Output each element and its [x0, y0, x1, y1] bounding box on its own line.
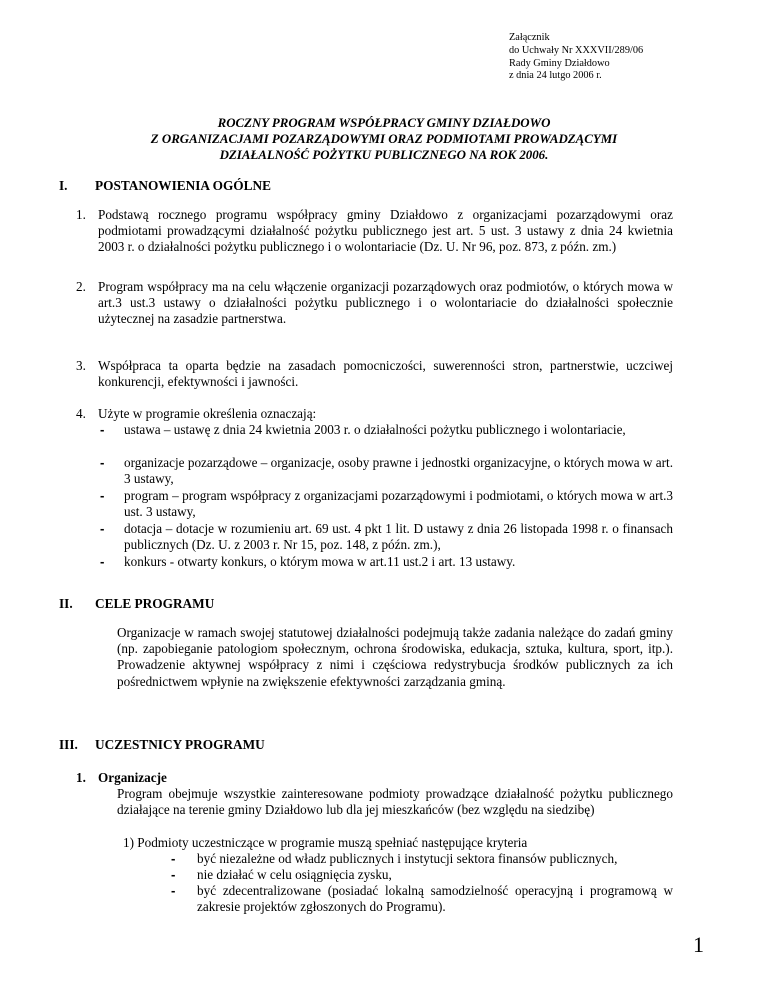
dash-bullet: -: [100, 488, 105, 503]
definition-item: [100, 422, 673, 438]
attachment-label: Załącznik: [509, 32, 550, 43]
organizations-text: Program obejmuje wszystkie zainteresowane podmioty prowadzące działalność pożytku publicznego działające na terenie gminy Działdowo lub dla jej mieszkańców (bez względu na siedzibę): [117, 786, 673, 818]
title-line-3: DZIAŁALNOŚĆ POŻYTKU PUBLICZNEGO NA ROK 2006.: [219, 148, 549, 163]
section-number: I.: [59, 178, 68, 193]
definition-text: dotacja – dotacje w rozumieniu art. 69 ust. 4 pkt 1 lit. D ustawy z dnia 26 listopada 1998 r. o finansach publicznych (Dz. U. z 2003 r. Nr 15, poz. 148, z późn. zm.),: [124, 521, 673, 553]
dash-bullet: -: [100, 521, 105, 536]
resolution-number: do Uchwały Nr XXXVII/289/06: [509, 44, 644, 56]
section-3-heading: [59, 737, 265, 753]
document-title: [60, 115, 708, 164]
section-number: III.: [59, 737, 78, 752]
section-number: II.: [59, 596, 73, 611]
dash-bullet: -: [100, 554, 105, 569]
dash-bullet: -: [171, 851, 176, 866]
section-title: CELE PROGRAMU: [95, 596, 215, 611]
item-text: Współpraca ta oparta będzie na zasadach pomocniczości, suwerenności stron, partnerstwie, uczciwej konkurencji, efektywności i jawności.: [98, 358, 673, 390]
section-title: POSTANOWIENIA OGÓLNE: [95, 178, 271, 193]
dash-bullet: -: [171, 883, 176, 898]
list-item: [76, 406, 673, 422]
definition-text: organizacje pozarządowe – organizacje, osoby prawne i jednostki organizacyjne, o których mowa w art. 3 ustawy,: [124, 455, 673, 487]
item-number: 1.: [76, 770, 86, 785]
criteria-intro: 1) Podmioty uczestniczące w programie muszą spełniać następujące kryteria: [123, 835, 528, 850]
dash-bullet: -: [100, 422, 105, 437]
definition-item: [100, 554, 673, 570]
organizations-heading: [76, 770, 167, 786]
page-number: 1: [693, 932, 704, 957]
item-text: Podstawą rocznego programu współpracy gminy Działdowo z organizacjami pozarządowymi oraz podmiotami prowadzącymi działalność pożytku publicznego jest art. 5 ust. 3 ustawy z dnia 24 kwietnia 2003 r. o działalności pożytku publicznego i o wolontariacie (Dz. U. Nr 96, poz. 873, z późn. zm.): [98, 207, 673, 255]
item-text: Użyte w programie określenia oznaczają:: [98, 406, 317, 421]
list-item: [76, 207, 673, 256]
section-2-heading: [59, 596, 214, 612]
definition-item: [100, 521, 673, 553]
item-number: 3.: [76, 358, 86, 373]
item-number: 2.: [76, 279, 86, 294]
item-text: Program współpracy ma na celu włączenie organizacji pozarządowych oraz podmiotów, o których mowa w art.3 ust.3 ustawy o działalności pożytku publicznego i o wolontariacie do działalności społecznie użytecznej na zasadzie partnerstwa.: [98, 279, 673, 327]
criteria-item: [171, 883, 673, 915]
subsection-title: Organizacje: [98, 770, 167, 785]
criteria-text: nie działać w celu osiągnięcia zysku,: [197, 867, 392, 882]
item-number: 4.: [76, 406, 86, 421]
definition-text: program – program współpracy z organizacjami pozarządowymi i podmiotami, o których mowa w art.3 ust. 3 ustawy,: [124, 488, 673, 520]
attachment-note: [509, 32, 643, 83]
title-line-1: ROCZNY PROGRAM WSPÓŁPRACY GMINY DZIAŁDOWO: [217, 116, 551, 130]
list-item: [76, 279, 673, 328]
council-name: Rady Gminy Działdowo: [509, 57, 610, 69]
criteria-item: [171, 851, 673, 867]
definition-item: [100, 488, 673, 520]
definition-text: konkurs - otwarty konkurs, o którym mowa w art.11 ust.2 i art. 13 ustawy.: [124, 554, 516, 569]
definition-text: ustawa – ustawę z dnia 24 kwietnia 2003 r. o działalności pożytku publicznego i wolontariacie,: [124, 422, 626, 437]
dash-bullet: -: [171, 867, 176, 882]
item-number: 1.: [76, 207, 86, 222]
criteria-text: być zdecentralizowane (posiadać lokalną samodzielność operacyjną i programową w zakresie projektów zgłoszonych do Programu).: [197, 883, 673, 915]
section-2-text: Organizacje w ramach swojej statutowej działalności podejmują także zadania należące do zadań gminy (np. zapobieganie patologiom społecznym, ochrona środowiska, edukacja, sztuka, kultura, sport, itp.). Prowadzenie aktywnej współpracy z nimi i częściowa redystrybucja środków publicznych za ich pośrednictwem wpłynie na zwiększenie efektywności zarządzania gminą.: [117, 625, 673, 689]
criteria-item: [171, 867, 673, 883]
section-1-heading: [59, 178, 271, 194]
dash-bullet: -: [100, 455, 105, 470]
criteria-text: być niezależne od władz publicznych i instytucji sektora finansów publicznych,: [197, 851, 618, 866]
section-title: UCZESTNICY PROGRAMU: [95, 737, 265, 752]
resolution-date: z dnia 24 lutgo 2006 r.: [509, 70, 602, 82]
list-item: [76, 358, 673, 390]
definition-item: [100, 455, 673, 487]
title-line-2: Z ORGANIZACJAMI POZARZĄDOWYMI ORAZ PODMIOTAMI PROWADZĄCYMI: [150, 132, 618, 147]
